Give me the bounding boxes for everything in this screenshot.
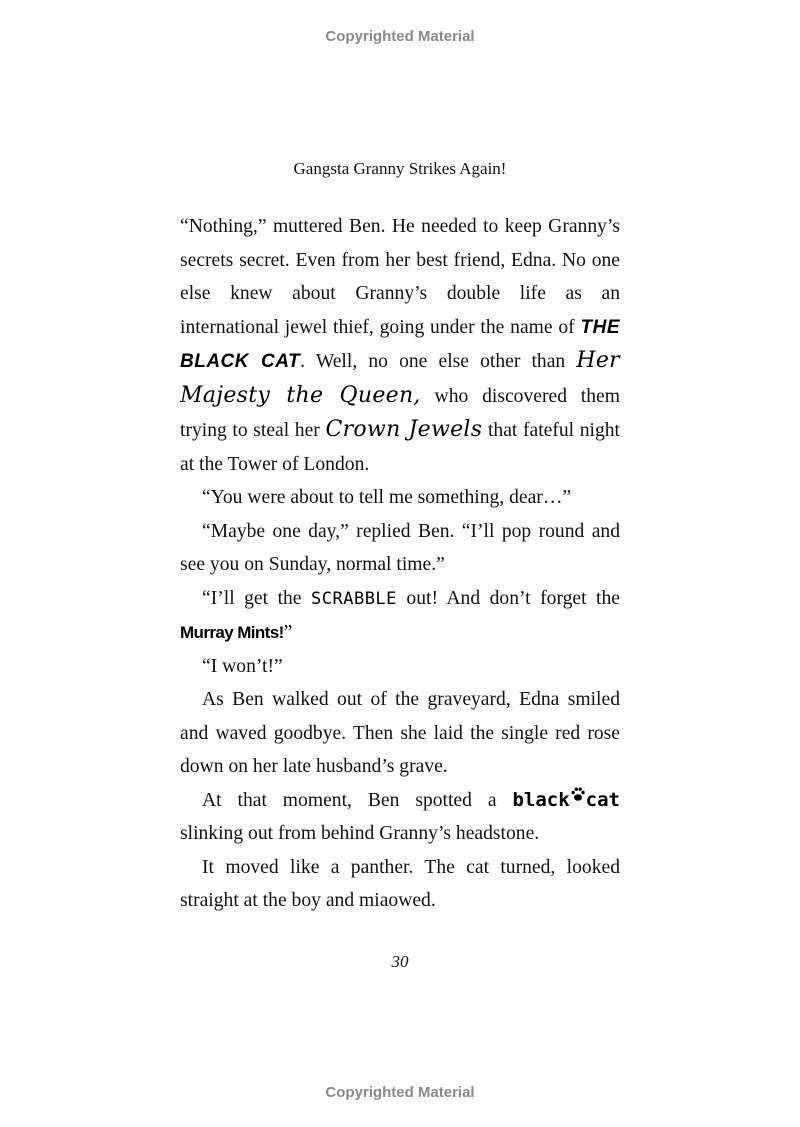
paragraph-1 xyxy=(180,210,620,481)
paragraph-4 xyxy=(180,582,620,650)
black-cat-stylized xyxy=(512,789,620,811)
paw-print-icon xyxy=(571,786,585,802)
paragraph-2: “You were about to tell me something, dear…” xyxy=(202,487,572,508)
paragraph-7-text-b: slinking out from behind Granny’s headstone. xyxy=(180,823,540,844)
paragraph-7-text-a: At that moment, Ben spotted a xyxy=(202,789,497,811)
paragraph-1-text-d: that fateful night at the Tower of London. xyxy=(180,420,620,475)
paragraph-4-text-a: “I’ll get the xyxy=(202,587,302,609)
crown-jewels-script: Crown Jewels xyxy=(325,417,483,442)
copyright-watermark-top: Copyrighted Material xyxy=(325,28,475,45)
scrabble-stylized: SCRABBLE xyxy=(311,588,397,609)
running-header: Gangsta Granny Strikes Again! xyxy=(293,159,507,178)
her-majesty-script: Her Majesty the Queen, xyxy=(180,348,620,408)
paragraph-4-text-b: out! And don’t forget the xyxy=(406,587,620,609)
murray-mints-stylized: Murray Mints! xyxy=(180,623,284,642)
paragraph-4-text-c: ” xyxy=(283,622,293,643)
the-black-cat-stylized: THE BLACK CAT xyxy=(180,316,620,372)
paragraph-1-text-c: who discovered them trying to steal her xyxy=(180,385,620,441)
paragraph-7 xyxy=(180,784,620,851)
black-cat-word-cat: cat xyxy=(585,788,620,811)
paragraph-3: “Maybe one day,” replied Ben. “I’ll pop round and see you on Sunday, normal time.” xyxy=(180,520,620,575)
paragraph-5: “I won’t!” xyxy=(202,655,283,677)
body-text xyxy=(180,210,620,918)
paragraph-1-text-b: . Well, no one else other than xyxy=(300,351,566,372)
paragraph-8: It moved like a panther. The cat turned, looked straight at the boy and miaowed. xyxy=(180,856,620,911)
copyright-watermark-bottom: Copyrighted Material xyxy=(325,1084,475,1101)
paragraph-6: As Ben walked out of the graveyard, Edna smiled and waved goodbye. Then she laid the single red rose down on her late husband’s grave. xyxy=(180,689,620,777)
black-cat-word-black: black xyxy=(512,788,570,811)
page-number: 30 xyxy=(391,952,409,971)
paragraph-1-text-a: “Nothing,” muttered Ben. He needed to keep Granny’s secrets secret. Even from her best friend, Edna. No one else knew about Granny’s double life as an international jewel thief, going under the name of xyxy=(180,216,620,338)
